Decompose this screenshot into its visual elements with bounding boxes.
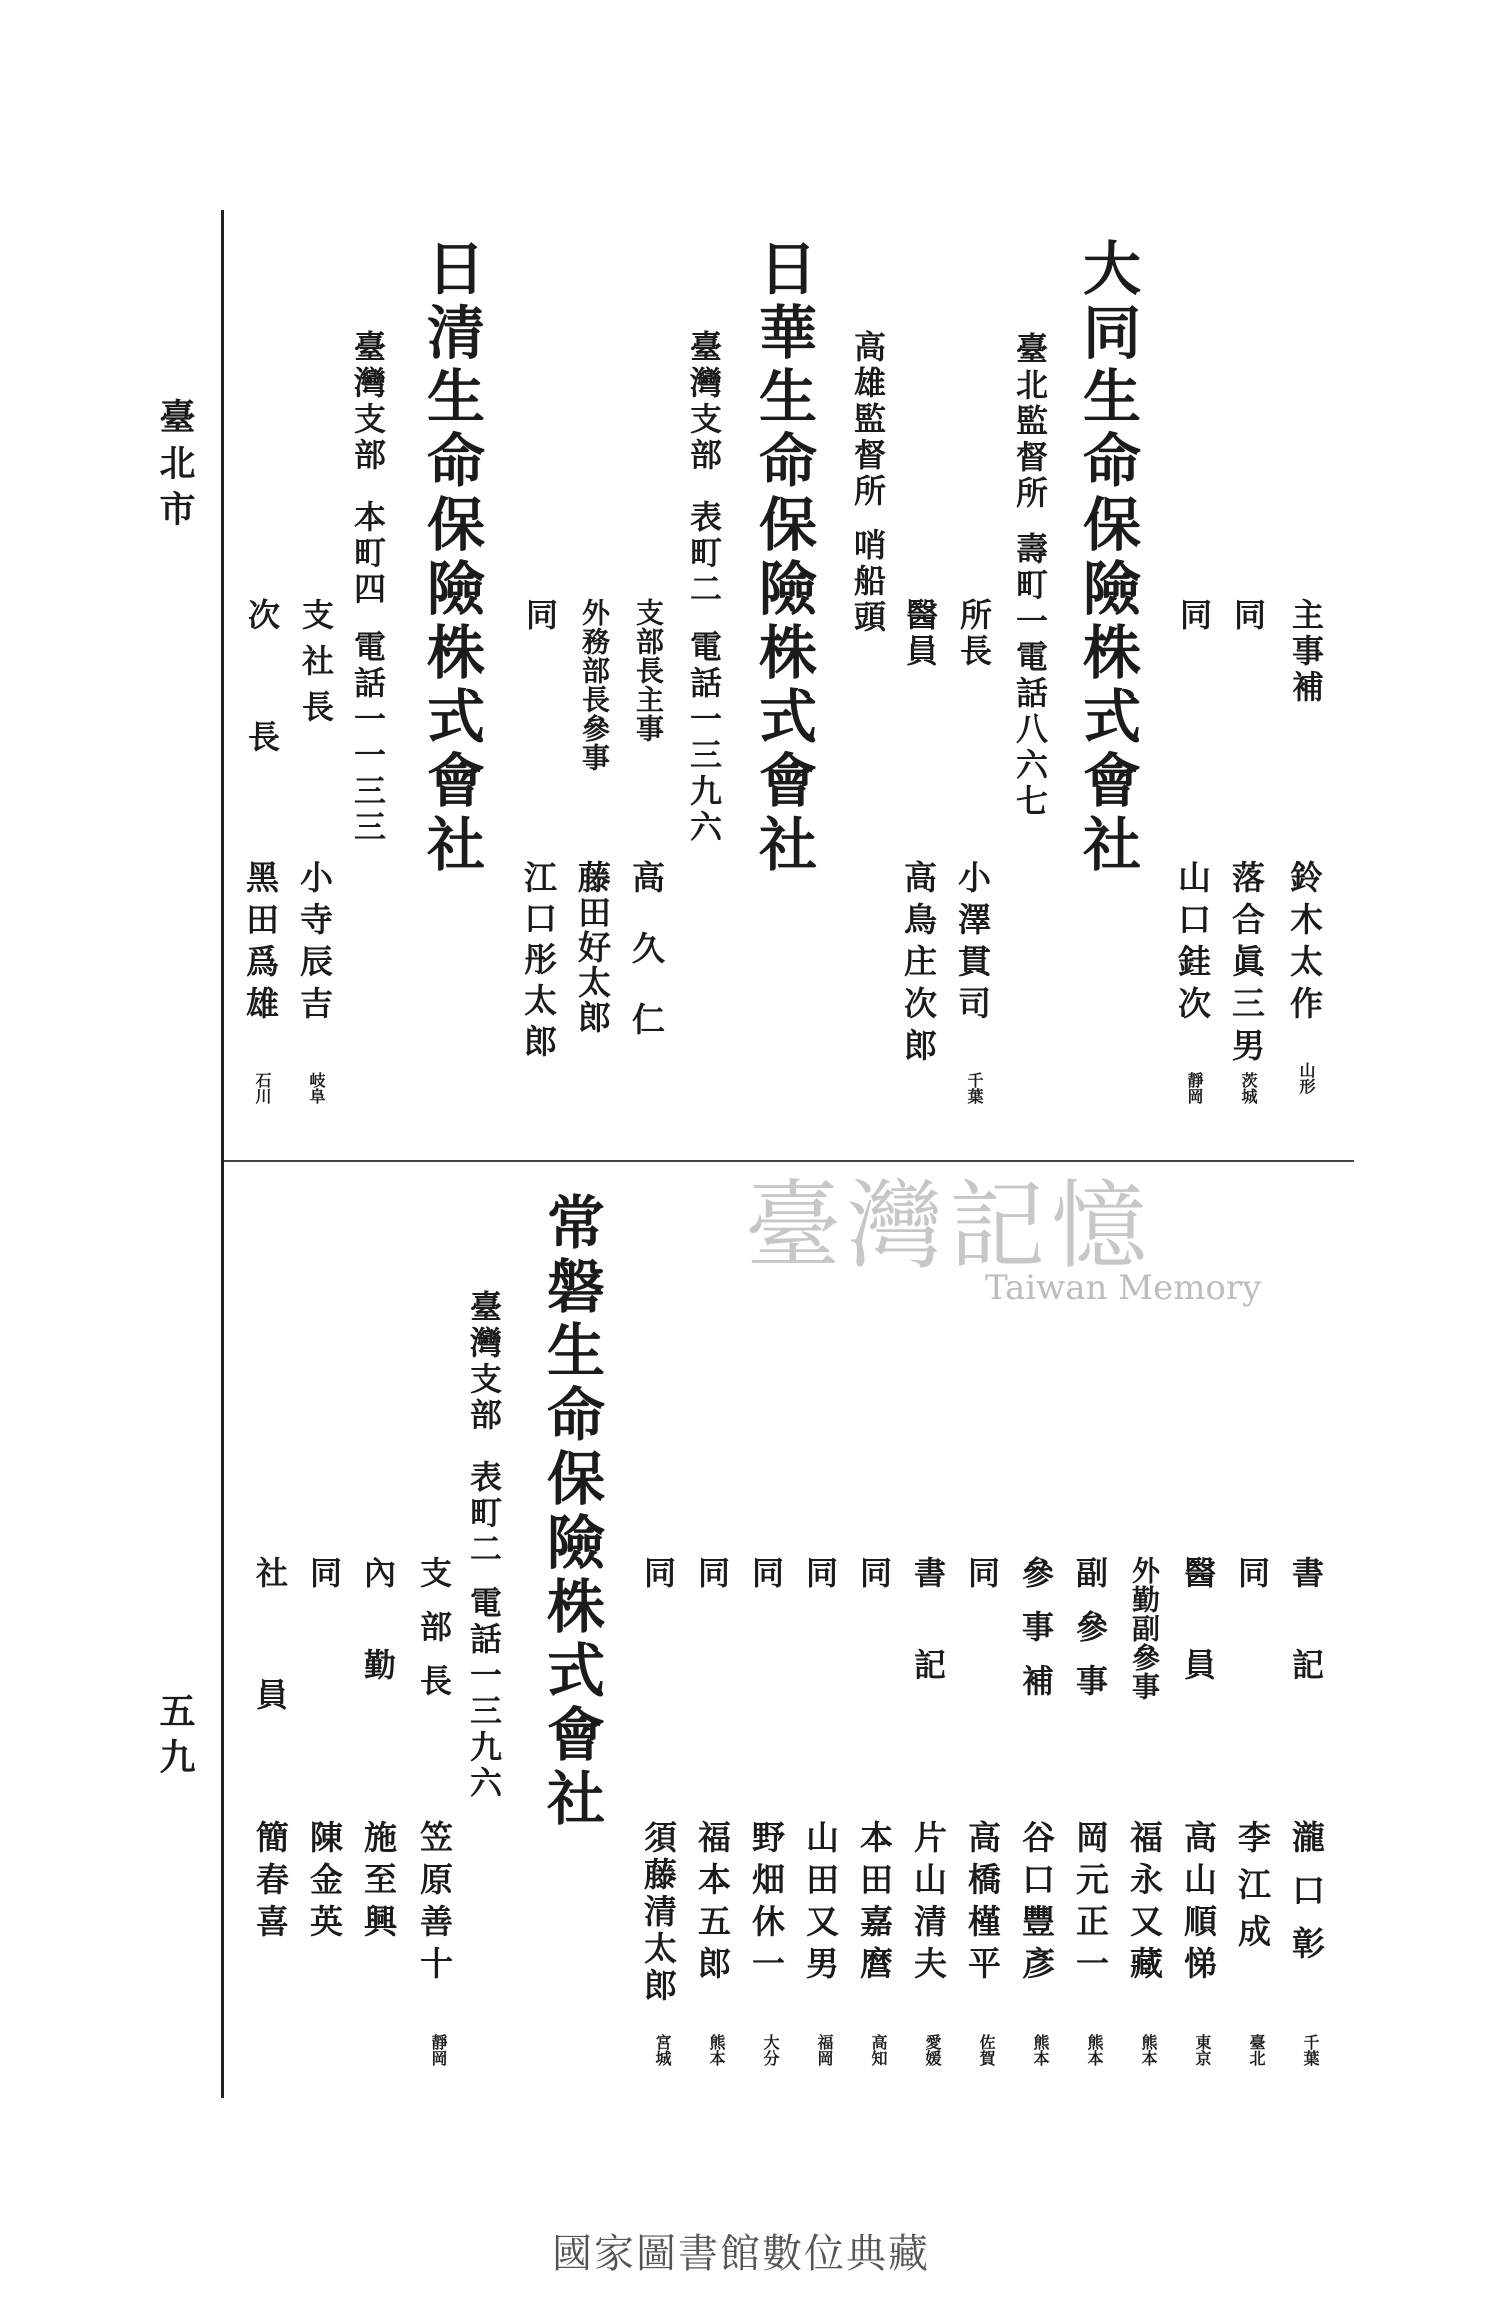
branch-phone: 電話一三九六 xyxy=(685,630,723,846)
office-address: 壽町一 xyxy=(1011,532,1049,640)
left-margin-rule xyxy=(221,210,224,2098)
staff-name: 瀧口彰 xyxy=(1287,1820,1326,1979)
staff-name: 陳金英 xyxy=(305,1820,344,1946)
staff-prefecture: 愛媛 xyxy=(923,2034,942,2066)
staff-prefecture: 高知 xyxy=(869,2034,888,2066)
staff-role: 同 xyxy=(747,1556,785,1592)
staff-role: 同 xyxy=(639,1556,677,1592)
staff-role: 支部長 xyxy=(415,1556,453,1718)
branch-address: 表町二 xyxy=(685,500,723,608)
watermark-english: Taiwan Memory xyxy=(985,1268,1262,1308)
staff-name: 高鳥庄次郎 xyxy=(899,860,938,1070)
staff-role: 醫員 xyxy=(1179,1556,1217,1740)
branch-phone: 電話一一三三 xyxy=(349,630,387,846)
staff-role: 參事補 xyxy=(1017,1556,1055,1718)
staff-prefecture: 茨城 xyxy=(1239,1072,1258,1104)
staff-role: 次長 xyxy=(243,598,281,842)
staff-name: 本田嘉麿 xyxy=(855,1820,894,1988)
staff-role: 同 xyxy=(963,1556,1001,1592)
office-label: 臺北監督所 xyxy=(1011,332,1049,512)
staff-prefecture: 臺北 xyxy=(1247,2034,1266,2066)
company-name: 大同生命保險株式會社 xyxy=(1073,238,1141,878)
staff-role: 外勤副參事 xyxy=(1128,1556,1161,1701)
staff-prefecture: 岐阜 xyxy=(307,1072,326,1104)
staff-prefecture: 靜岡 xyxy=(429,2034,448,2066)
staff-name: 山口銈次 xyxy=(1173,860,1212,1028)
office-label: 高雄監督所 xyxy=(849,330,887,510)
branch-label: 臺灣支部 xyxy=(465,1290,503,1434)
staff-name: 山田又男 xyxy=(801,1820,840,1988)
company-name: 日清生命保險株式會社 xyxy=(417,238,485,878)
staff-name: 福本五郎 xyxy=(693,1820,732,1988)
staff-name: 福永又藏 xyxy=(1125,1820,1164,1988)
staff-prefecture: 大分 xyxy=(761,2034,780,2066)
branch-label: 臺灣支部 xyxy=(349,330,387,474)
branch-phone: 電話一三九六 xyxy=(465,1586,503,1802)
staff-role: 支社長 xyxy=(297,598,335,736)
staff-role: 同 xyxy=(801,1556,839,1592)
staff-prefecture: 熊本 xyxy=(1139,2034,1158,2066)
staff-prefecture: 宮城 xyxy=(653,2034,672,2066)
company-name: 常磐生命保險株式會社 xyxy=(537,1192,605,1832)
staff-prefecture: 東京 xyxy=(1193,2034,1212,2066)
staff-prefecture: 石川 xyxy=(253,1072,272,1104)
staff-prefecture: 千葉 xyxy=(1301,2034,1320,2066)
staff-name: 小澤貫司 xyxy=(953,860,992,1028)
branch-address: 本町四 xyxy=(349,500,387,608)
footer-credit: 國家圖書館數位典藏 xyxy=(552,2231,930,2277)
staff-role: 所長 xyxy=(955,598,993,670)
staff-role: 醫員 xyxy=(901,598,939,670)
staff-prefecture: 靜岡 xyxy=(1185,1072,1204,1104)
staff-name: 須藤清太郎 xyxy=(639,1820,678,2005)
staff-name: 高山順悌 xyxy=(1179,1820,1218,1988)
staff-name: 笠原善十 xyxy=(415,1820,454,1988)
staff-name: 藤田好太郎 xyxy=(573,860,612,1035)
staff-role: 同 xyxy=(1233,1556,1271,1592)
staff-name: 施至興 xyxy=(359,1820,398,1946)
staff-prefecture: 熊本 xyxy=(1085,2034,1104,2066)
staff-prefecture: 熊本 xyxy=(1031,2034,1050,2066)
office-phone: 電話八六七 xyxy=(1011,640,1049,820)
office-address: 哨船頭 xyxy=(849,528,887,636)
staff-name: 鈴木太作 xyxy=(1285,860,1324,1028)
staff-role: 支部長主事 xyxy=(632,598,665,743)
company-name: 日華生命保險株式會社 xyxy=(749,238,817,878)
staff-role: 同 xyxy=(1229,598,1267,634)
staff-name: 片山清夫 xyxy=(909,1820,948,1988)
staff-role: 主事補 xyxy=(1287,598,1325,706)
staff-name: 野畑休一 xyxy=(747,1820,786,1988)
staff-name: 小寺辰吉 xyxy=(295,860,334,1028)
staff-prefecture: 佐賀 xyxy=(977,2034,996,2066)
watermark-chinese: 臺灣記憶 xyxy=(745,1170,1153,1282)
staff-role: 同 xyxy=(693,1556,731,1592)
staff-prefecture: 福岡 xyxy=(815,2034,834,2066)
staff-role: 同 xyxy=(305,1556,343,1592)
staff-role: 同 xyxy=(855,1556,893,1592)
staff-role: 書記 xyxy=(909,1556,947,1740)
staff-name: 簡春喜 xyxy=(251,1820,290,1946)
branch-address: 表町二 xyxy=(465,1460,503,1568)
staff-role: 書記 xyxy=(1287,1556,1325,1740)
page-number: 五九 xyxy=(154,1692,196,1784)
branch-label: 臺灣支部 xyxy=(685,330,723,474)
staff-name: 岡元正一 xyxy=(1071,1820,1110,1988)
running-head-city: 臺北市 xyxy=(154,398,196,536)
staff-role: 社員 xyxy=(251,1556,289,1800)
staff-role: 副參事 xyxy=(1071,1556,1109,1718)
staff-prefecture: 千葉 xyxy=(965,1072,984,1104)
staff-name: 江口彤太郎 xyxy=(519,860,558,1065)
staff-name: 黑田爲雄 xyxy=(241,860,280,1028)
staff-prefecture: 山形 xyxy=(1297,1062,1316,1094)
staff-name: 高橋槿平 xyxy=(963,1820,1002,1988)
staff-role: 內勤 xyxy=(359,1556,397,1740)
staff-name: 高久仁 xyxy=(627,860,666,1073)
staff-role: 同 xyxy=(1175,598,1213,634)
staff-name: 李江成 xyxy=(1233,1820,1272,1961)
staff-role: 外務部長參事 xyxy=(578,598,611,772)
staff-name: 落合眞三男 xyxy=(1227,860,1266,1070)
staff-role: 同 xyxy=(521,598,559,634)
staff-prefecture: 熊本 xyxy=(707,2034,726,2066)
staff-name: 谷口豐彥 xyxy=(1017,1820,1056,1988)
